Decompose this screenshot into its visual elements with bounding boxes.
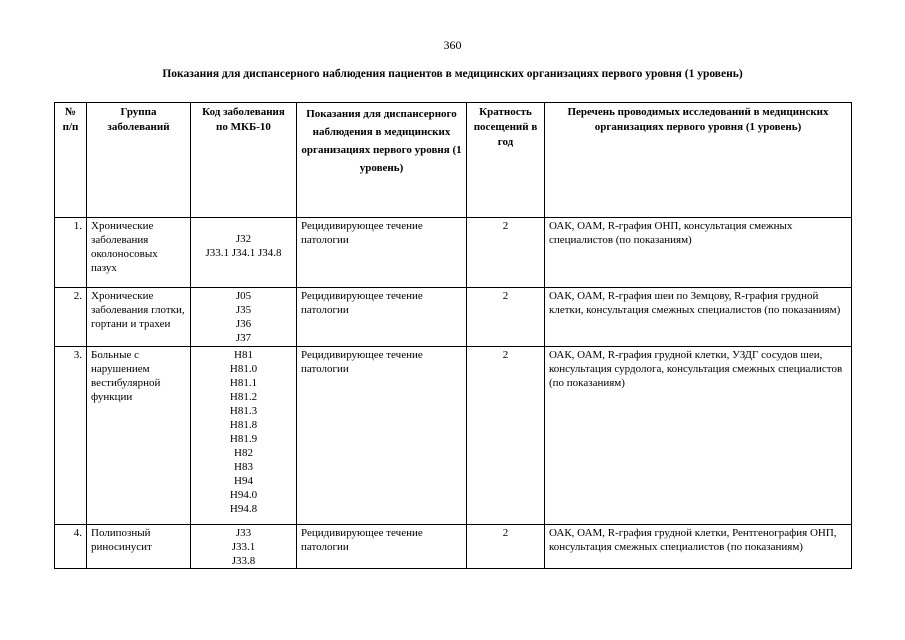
icd-code: H94.8: [229, 503, 258, 515]
icd-code: J37: [235, 332, 252, 344]
icd-code: J33.1 J34.1 J34.8: [205, 247, 282, 259]
disease-group: Больные с нарушением вестибулярной функции: [87, 347, 191, 525]
exam-list: ОАК, ОАМ, R-графия шеи по Земцову, R-графия грудной клетки, консультация смежных специалистов (по показаниям): [545, 288, 852, 347]
exam-list: ОАК, ОАМ, R-графия грудной клетки, УЗДГ сосудов шеи, консультация сурдолога, консультация смежных специалистов (по показаниям): [545, 347, 852, 525]
disease-group: Хронические заболевания глотки, гортани и трахеи: [87, 288, 191, 347]
icd-code: H81: [234, 349, 253, 361]
icd-code: H83: [234, 461, 253, 473]
table-row: [55, 347, 852, 525]
row-number: 4.: [55, 525, 87, 569]
icd-codes: [191, 347, 297, 525]
disease-group: Полипозный риносинусит: [87, 525, 191, 569]
disease-group: Хронические заболевания околоносовых пазух: [87, 218, 191, 288]
page-number: 360: [443, 38, 462, 52]
visit-frequency: 2: [467, 525, 545, 569]
icd-code: J33.8: [231, 555, 256, 567]
header-icd-code: Код заболевания по МКБ-10: [191, 103, 297, 218]
icd-code: H81.1: [229, 377, 258, 389]
exam-list: ОАК, ОАМ, R-графия ОНП, консультация смежных специалистов (по показаниям): [545, 218, 852, 288]
indication: Рецидивирующее течение патологии: [297, 218, 467, 288]
icd-code: H94: [234, 475, 253, 487]
icd-code: H81.9: [229, 433, 258, 445]
table-row: [55, 525, 852, 569]
exam-list: ОАК, ОАМ, R-графия грудной клетки, Рентгенография ОНП, консультация смежных специалистов (по показаниям): [545, 525, 852, 569]
icd-code: J05: [235, 290, 252, 302]
row-number: 3.: [55, 347, 87, 525]
indications-table: [54, 102, 852, 569]
table-row: [55, 288, 852, 347]
indication: Рецидивирующее течение патологии: [297, 525, 467, 569]
header-number: № п/п: [55, 103, 87, 218]
table-header-row: [55, 103, 852, 218]
row-number: 1.: [55, 218, 87, 288]
icd-code: H82: [234, 447, 253, 459]
visit-frequency: 2: [467, 218, 545, 288]
icd-code: J33.1: [231, 541, 256, 553]
header-visit-frequency: Кратность посещений в год: [467, 103, 545, 218]
icd-codes: [191, 218, 297, 288]
header-exam-list: Перечень проводимых исследований в медицинских организациях первого уровня (1 уровень): [545, 103, 852, 218]
icd-code: H81.2: [229, 391, 258, 403]
visit-frequency: 2: [467, 288, 545, 347]
icd-code: H81.0: [229, 363, 258, 375]
icd-code: J33: [235, 527, 252, 539]
header-indications: Показания для диспансерного наблюдения в медицинских организациях первого уровня (1 уровень): [297, 103, 467, 218]
indication: Рецидивирующее течение патологии: [297, 347, 467, 525]
icd-codes: [191, 525, 297, 569]
icd-code: J32: [235, 233, 252, 245]
icd-code: H81.8: [229, 419, 258, 431]
visit-frequency: 2: [467, 347, 545, 525]
document-title: Показания для диспансерного наблюдения пациентов в медицинских организациях первого уровня (1 уровень): [162, 68, 743, 80]
icd-code: J35: [235, 304, 252, 316]
icd-code: H94.0: [229, 489, 258, 501]
icd-code: H81.3: [229, 405, 258, 417]
row-number: 2.: [55, 288, 87, 347]
icd-code: J36: [235, 318, 252, 330]
indication: Рецидивирующее течение патологии: [297, 288, 467, 347]
icd-codes: [191, 288, 297, 347]
table-row: [55, 218, 852, 288]
header-disease-group: Группа заболеваний: [87, 103, 191, 218]
